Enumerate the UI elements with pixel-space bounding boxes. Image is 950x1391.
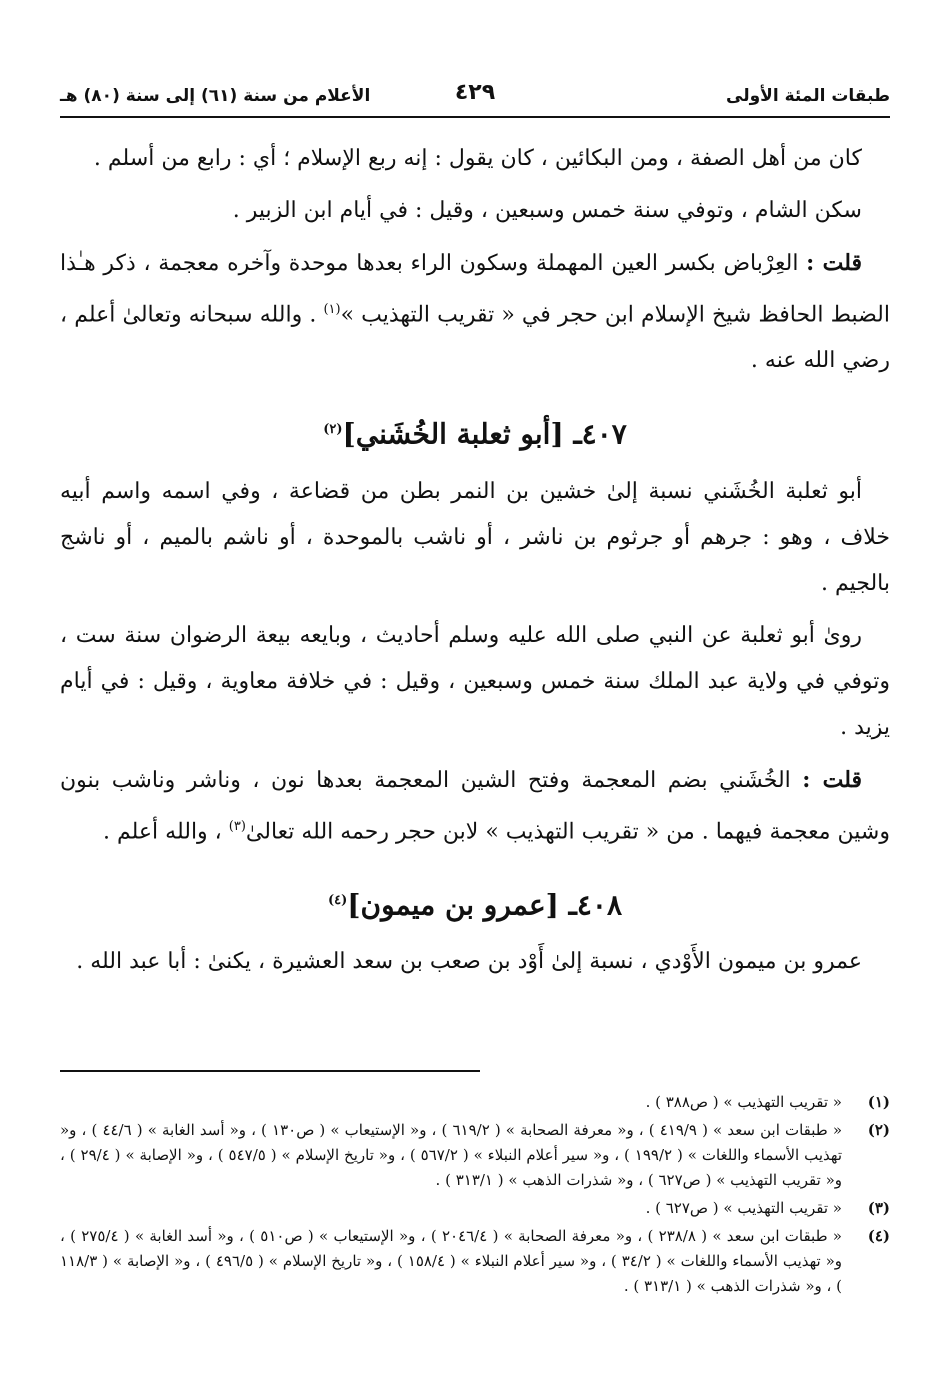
paragraph-text: ، والله أعلم . xyxy=(103,818,229,844)
running-header xyxy=(60,80,890,114)
note-lead: قلت : xyxy=(802,766,862,793)
footnotes xyxy=(60,1090,890,1302)
footnote-text: « تقريب التهذيب » ( ص٦٢٧ ) . xyxy=(645,1199,842,1217)
footnote-number: (٢) xyxy=(867,1121,890,1139)
entry-title xyxy=(60,406,890,458)
footnote-ref[interactable]: (٣) xyxy=(228,818,246,834)
entry-title xyxy=(60,877,890,929)
header-rule xyxy=(60,116,890,118)
footnote-text: « طبقات ابن سعد » ( ٤١٩/٩ ) ، و« معرفة الصحابة » ( ٦١٩/٢ ) ، و« الإستيعاب » ( ص١٣٠ ) ، و« أسد الغابة » ( ٤٤/٦ ) ، و« تهذيب الأسماء واللغات » ( ١٩٩/٢ ) ، و« سير أعلام النبلاء » ( ٥٦٧/٢ ) ، و« تاريخ الإسلام » ( ٥٤٧/٥ ) ، و« الإصابة » ( ٢٩/٤ ) ، و« تقريب التهذيب » ( ص٦٢٧ ) ، و« شذرات الذهب » ( ٣١٣/١ ) . xyxy=(60,1121,842,1189)
footnote-number: (٤) xyxy=(867,1227,890,1245)
footnote-ref[interactable]: (١) xyxy=(323,302,341,317)
footnote-text: « تقريب التهذيب » ( ص٣٨٨ ) . xyxy=(645,1093,842,1111)
footnote-ref[interactable]: (٤) xyxy=(328,892,348,908)
header-section-title: الأعلام من سنة (٦١) إلى سنة (٨٠) هـ xyxy=(60,86,371,106)
entry-title-text: ٤٠٨ـ [عمرو بن ميمون] xyxy=(347,888,622,922)
paragraph: روىٰ أبو ثعلبة عن النبي صلى الله عليه وسلم أحاديث ، وبايعه بيعة الرضوان سنة ست ، وتوفي في ولاية عبد الملك سنة خمس وسبعين ، وقيل : في خلافة معاوية ، وقيل : في أيام يزيد . xyxy=(60,622,890,740)
main-text xyxy=(60,136,890,991)
paragraph-text: . والله سبحانه وتعالىٰ أعلم ، رضي الله عنه . xyxy=(60,302,890,374)
page-number: ٤٢٩ xyxy=(454,80,496,105)
footnote-rule xyxy=(60,1070,480,1072)
paragraph: عمرو بن ميمون الأَوْدي ، نسبة إلىٰ أَوْد بن صعب بن سعد العشيرة ، يكنىٰ : أبا عبد الله . xyxy=(76,949,862,975)
paragraph: كان من أهل الصفة ، ومن البكائين ، كان يقول : إنه ربع الإسلام ؛ أي : رابع من أسلم . xyxy=(93,146,862,171)
footnote-number: (١) xyxy=(867,1093,890,1111)
paragraph-text: العِرْباض بكسر العين المهملة وسكون الراء بعدها موحدة وآخره معجمة ، ذكر هـٰذا الضبط الحافظ شيخ الإسلام ابن حجر في « تقريب التهذيب » xyxy=(60,251,890,328)
paragraph-text: الخُشَني بضم المعجمة وفتح الشين المعجمة بعدها نون ، وناشر وناشب بنون وشين معجمة فيهما . من « تقريب التهذيب » لابن حجر رحمه الله تعالىٰ xyxy=(60,767,890,844)
entry-title-text: ٤٠٧ـ [أبو ثعلبة الخُشَني] xyxy=(342,417,627,451)
header-book-title: طبقات المئة الأولى xyxy=(726,86,890,106)
footnote-ref[interactable]: (٢) xyxy=(323,422,343,438)
footnote xyxy=(60,1196,890,1221)
footnote-text: « طبقات ابن سعد » ( ٢٣٨/٨ ) ، و« معرفة الصحابة » ( ٢٠٤٦/٤ ) ، و« الإستيعاب » ( ص٥١٠ ) ، و« أسد الغابة » ( ٢٧٥/٤ ) ، و« تهذيب الأسماء واللغات » ( ٣٤/٢ ) ، و« سير أعلام النبلاء » ( ١٥٨/٤ ) ، و« تاريخ الإسلام » ( ٤٩٦/٥ ) ، و« الإصابة » ( ١١٨/٣ ) ، و« شذرات الذهب » ( ٣١٣/١ ) . xyxy=(60,1227,843,1295)
footnote-number: (٣) xyxy=(867,1199,890,1217)
paragraph xyxy=(60,757,890,855)
paragraph: سكن الشام ، وتوفي سنة خمس وسبعين ، وقيل : في أيام ابن الزبير . xyxy=(232,198,862,223)
footnote xyxy=(60,1090,890,1115)
paragraph: أبو ثعلبة الخُشَني نسبة إلىٰ خشين بن النمر بطن من قضاعة ، وفي اسمه واسم أبيه خلاف ، وهو : جرهم أو جرثوم بن ناشر ، أو ناشب بالموحدة ، أو ناشم بالميم ، أو ناشج بالجيم . xyxy=(60,478,890,596)
paragraph xyxy=(60,240,890,384)
footnote xyxy=(60,1224,890,1299)
footnote xyxy=(60,1118,890,1193)
note-lead: قلت : xyxy=(806,250,863,276)
